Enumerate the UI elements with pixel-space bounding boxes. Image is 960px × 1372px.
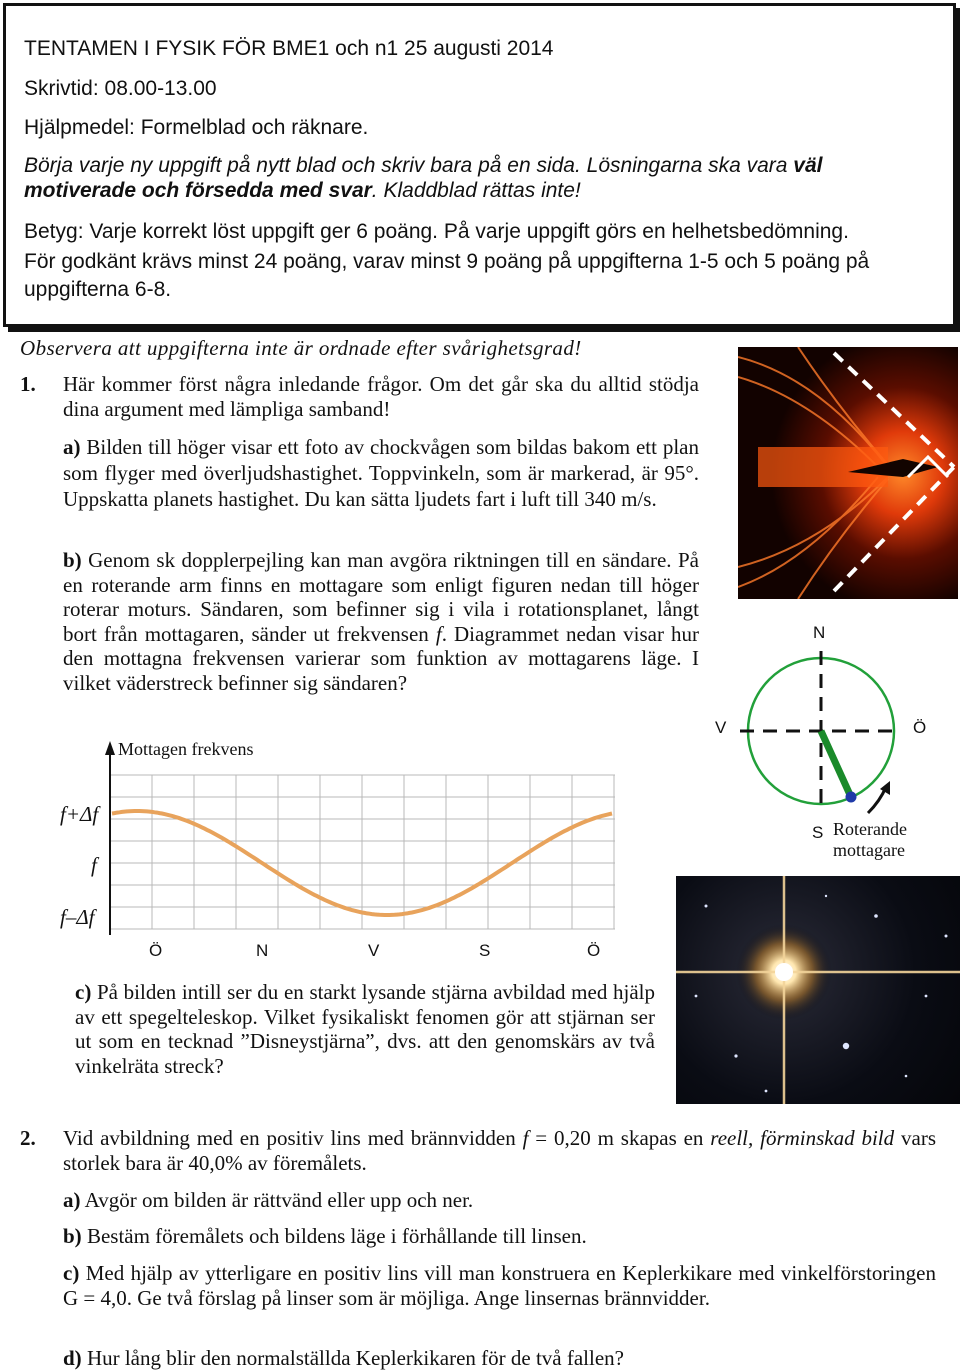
star-photo-art — [676, 876, 960, 1104]
q2a-label: a) — [63, 1188, 81, 1212]
q1b-label: b) — [63, 548, 82, 572]
graph-x-tick-4: S — [479, 941, 491, 960]
q2d-paragraph — [63, 1346, 936, 1371]
q2-intro-1: Vid avbildning med en positiv lins med brännvidden — [63, 1126, 523, 1150]
graph-y-bot: f–Δf — [60, 905, 95, 929]
q2c-text: Med hjälp av ytterligare en positiv lins vill man konstruera en Keplerkikare med vinkelförstoringen G = 4,0. Ge två förslag på linser som är möjliga. Ange linsernas brännvidder. — [63, 1261, 936, 1310]
q1a-paragraph — [63, 434, 699, 512]
instructions-bold: väl — [793, 154, 823, 177]
instructions-text-2: . Kladdblad rättas inte! — [371, 179, 581, 202]
q2c-paragraph — [63, 1261, 936, 1310]
q1b-paragraph — [63, 548, 699, 696]
graph-x-tick-1: Ö — [149, 941, 163, 960]
difficulty-note: Observera att uppgifterna inte är ordnade efter svårighetsgrad! — [20, 336, 582, 360]
q2b-text: Bestäm föremålets och bildens läge i förhållande till linsen. — [86, 1224, 587, 1248]
q2-intro — [63, 1126, 936, 1175]
q1b-text-2: . Diagrammet nedan visar hur den mottagna frekvensen varierar som funktion av mottagarens läge. I vilket väderstreck befinner sig sändaren? — [63, 621, 700, 695]
q2-intro-2: = 0,20 m skapas en — [528, 1126, 711, 1150]
q1-intro: Här kommer först några inledande frågor. Om det går ska du alltid stödja dina argument med lämpliga samband! — [63, 372, 699, 421]
grading-line-1: Betyg: Varje korrekt löst uppgift ger 6 poäng. På varje uppgift görs en helhetsbedömning. — [24, 220, 849, 243]
instructions-line-1 — [24, 153, 939, 179]
compass-s: S — [812, 823, 824, 842]
instructions-text: Börja varje ny uppgift på nytt blad och skriv bara på en sida. Lösningarna ska vara — [24, 154, 794, 177]
q2-number: 2. — [20, 1126, 36, 1150]
q1c-text: På bilden intill ser du en starkt lysande stjärna avbildad med hjälp av ett spegelteleskop. Vilket fysikaliskt fenomen gör att stjärnan ser ut som en tecknad ”Disneystjärna”, dvs. att den genomskärs av två vinkelräta streck? — [75, 980, 655, 1078]
q1a-text: Bilden till höger visar ett foto av chockvågen som bildas bakom ett plan som flyger med överljudshastighet. Toppvinkeln, som är markerad, är 95°. Uppskatta planets hastighet. Du kan sätta ljudets fart i luft till 340 m/s. — [63, 435, 699, 511]
q2c-label: c) — [63, 1261, 80, 1285]
q1a-label: a) — [63, 435, 81, 459]
exam-time: Skrivtid: 08.00-13.00 — [24, 77, 217, 100]
exam-aids: Hjälpmedel: Formelblad och räknare. — [24, 116, 369, 139]
compass-v: V — [715, 718, 727, 737]
graph-y-mid: f — [91, 853, 97, 877]
compass-n: N — [813, 623, 826, 642]
shockwave-photo — [738, 347, 958, 599]
star-photo — [676, 876, 960, 1104]
q2a-paragraph — [63, 1188, 936, 1213]
graph-ylabel: Mottagen frekvens — [118, 739, 254, 759]
q1b-text-1: Genom sk dopplerpejling kan man avgöra riktningen till en sändare. På en roterande arm finns en mottagare som enligt figuren nedan till höger roterar moturs. Sändaren, som befinner sig i vila i rotationsplanet, långt bort från mottagaren, sänder ut frekvensen — [63, 548, 700, 646]
q1-number: 1. — [20, 372, 36, 396]
receiver-caption-2: mottagare — [833, 840, 905, 860]
q1c-paragraph — [75, 980, 655, 1078]
graph-grid — [110, 775, 615, 929]
compass-o: Ö — [913, 718, 927, 737]
rotating-arm — [821, 731, 851, 797]
q1b-f: f — [435, 621, 442, 646]
q2-intro-3: vars storlek bara är 40,0% av föremålets. — [63, 1126, 936, 1175]
q2-intro-italic: reell, förminskad bild — [710, 1126, 895, 1150]
graph-y-top: f+Δf — [60, 802, 99, 826]
instructions-bold-2: motiverade och försedda med svar — [24, 179, 372, 202]
q2d-text: Hur lång blir den normalställda Keplerkikaren för de två fallen? — [86, 1346, 624, 1370]
graph-x-tick-5: Ö — [587, 941, 601, 960]
compass-diagram — [700, 615, 960, 870]
q2d-label: d) — [63, 1346, 82, 1370]
graph-x-tick-2: N — [256, 941, 269, 960]
q2a-text: Avgör om bilden är rättvänd eller upp och ner. — [84, 1188, 474, 1212]
q2b-paragraph — [63, 1224, 936, 1249]
frequency-graph — [100, 735, 620, 950]
header-box — [3, 3, 956, 327]
q1c-label: c) — [75, 980, 92, 1004]
grading-line-3: uppgifterna 6-8. — [24, 278, 172, 301]
exam-title: TENTAMEN I FYSIK FÖR BME1 och n1 25 augusti 2014 — [24, 37, 554, 60]
shockwave-photo-art — [738, 347, 958, 599]
q2-intro-f: f — [522, 1126, 529, 1150]
receiver-dot — [846, 792, 857, 803]
instructions-line-2 — [24, 178, 581, 204]
grading-line-2: För godkänt krävs minst 24 poäng, varav minst 9 poäng på uppgifterna 1-5 och 5 poäng på — [24, 250, 870, 273]
receiver-caption-1: Roterande — [833, 819, 907, 839]
receiver-caption — [833, 819, 907, 861]
graph-x-tick-3: V — [368, 941, 380, 960]
q2b-label: b) — [63, 1224, 82, 1248]
graph-y-arrow — [105, 741, 115, 755]
